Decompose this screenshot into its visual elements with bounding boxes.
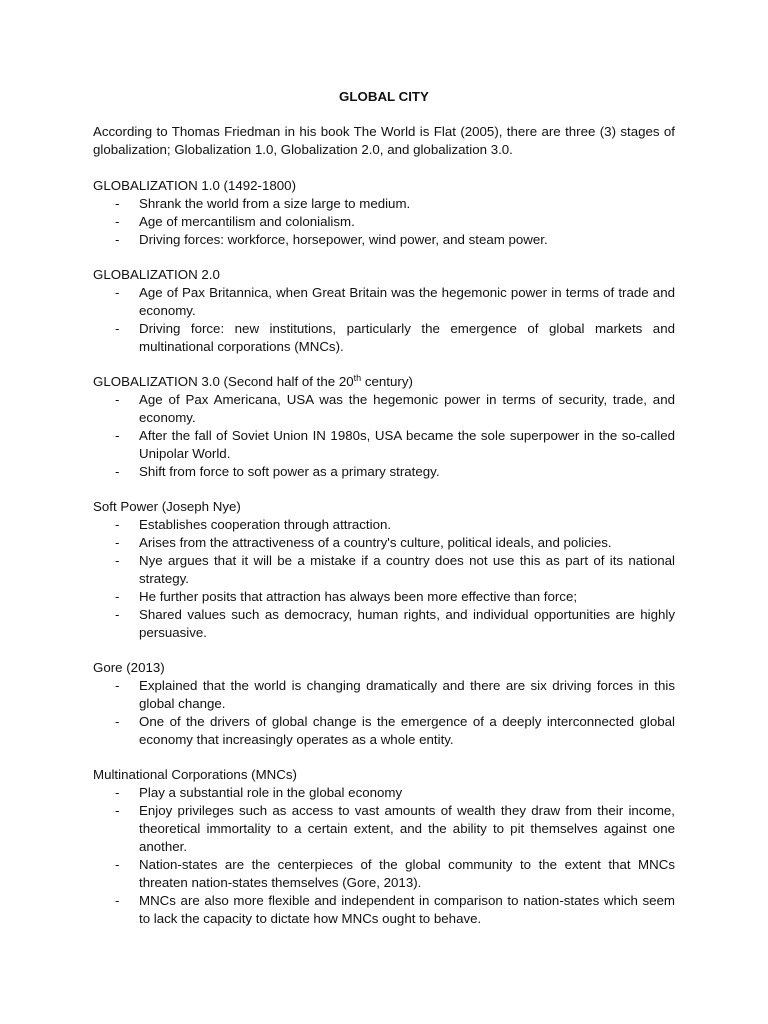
list-item xyxy=(93,284,675,320)
bullet-marker: - xyxy=(115,785,120,800)
list-item-text: Establishes cooperation through attraction. xyxy=(139,517,392,532)
section-heading xyxy=(93,373,675,391)
bullet-marker: - xyxy=(115,392,120,407)
list-item-text: Shared values such as democracy, human rights, and individual opportunities are highly persuasive. xyxy=(139,607,675,640)
list-item-text: Driving forces: workforce, horsepower, wind power, and steam power. xyxy=(139,232,548,247)
list-item-text: Nye argues that it will be a mistake if a country does not use this as part of its national strategy. xyxy=(139,553,675,586)
list-item-text: Enjoy privileges such as access to vast amounts of wealth they draw from their income, theoretical immortality to a certain extent, and the ability to pit themselves against one another. xyxy=(139,803,675,854)
bullet-list xyxy=(93,677,675,749)
list-item xyxy=(93,463,675,481)
list-item xyxy=(93,856,675,892)
section-globalization-3 xyxy=(93,373,675,481)
list-item xyxy=(93,713,675,749)
bullet-marker: - xyxy=(115,607,120,622)
bullet-marker: - xyxy=(115,232,120,247)
bullet-marker: - xyxy=(115,714,120,729)
bullet-list xyxy=(93,784,675,928)
list-item-text: Shrank the world from a size large to medium. xyxy=(139,196,411,211)
list-item-text: Age of Pax Americana, USA was the hegemonic power in terms of security, trade, and economy. xyxy=(139,392,675,425)
list-item xyxy=(93,391,675,427)
section-heading: Soft Power (Joseph Nye) xyxy=(93,499,241,514)
section-heading: GLOBALIZATION 1.0 (1492-1800) xyxy=(93,178,296,193)
list-item-text: Nation-states are the centerpieces of the global community to the extent that MNCs threaten nation-states themselves (Gore, 2013). xyxy=(139,857,675,890)
bullet-list xyxy=(93,391,675,481)
list-item-text: Shift from force to soft power as a primary strategy. xyxy=(139,464,440,479)
section-globalization-1 xyxy=(93,177,675,249)
list-item-text: Arises from the attractiveness of a country's culture, political ideals, and policies. xyxy=(139,535,612,550)
section-soft-power xyxy=(93,498,675,642)
section-gore xyxy=(93,659,675,749)
bullet-list xyxy=(93,516,675,642)
list-item xyxy=(93,588,675,606)
bullet-list xyxy=(93,284,675,356)
bullet-marker: - xyxy=(115,196,120,211)
list-item xyxy=(93,552,675,588)
bullet-marker: - xyxy=(115,535,120,550)
list-item xyxy=(93,213,675,231)
bullet-marker: - xyxy=(115,857,120,872)
document-title: GLOBAL CITY xyxy=(339,89,429,104)
list-item-text: MNCs are also more flexible and independent in comparison to nation-states which seem to lack the capacity to dictate how MNCs ought to behave. xyxy=(139,893,675,926)
bullet-marker: - xyxy=(115,893,120,908)
list-item xyxy=(93,784,675,802)
list-item-text: He further posits that attraction has always been more effective than force; xyxy=(139,589,578,604)
bullet-marker: - xyxy=(115,464,120,479)
bullet-marker: - xyxy=(115,553,120,568)
list-item xyxy=(93,677,675,713)
list-item-text: After the fall of Soviet Union IN 1980s, USA became the sole superpower in the so-called Unipolar World. xyxy=(139,428,675,461)
section-heading: GLOBALIZATION 2.0 xyxy=(93,267,220,282)
bullet-marker: - xyxy=(115,321,120,336)
bullet-marker: - xyxy=(115,517,120,532)
list-item xyxy=(93,892,675,928)
bullet-marker: - xyxy=(115,803,120,818)
list-item xyxy=(93,534,675,552)
bullet-marker: - xyxy=(115,589,120,604)
bullet-marker: - xyxy=(115,678,120,693)
bullet-list xyxy=(93,195,675,249)
list-item-text: One of the drivers of global change is the emergence of a deeply interconnected global economy that increasingly operates as a whole entity. xyxy=(139,714,675,747)
list-item xyxy=(93,606,675,642)
intro-paragraph: According to Thomas Friedman in his book The World is Flat (2005), there are three (3) stages of globalization; Globalization 1.0, Globalization 2.0, and globalization 3.0. xyxy=(93,124,675,157)
superscript: th xyxy=(353,373,362,383)
list-item xyxy=(93,231,675,249)
list-item xyxy=(93,320,675,356)
list-item xyxy=(93,802,675,856)
list-item-text: Explained that the world is changing dramatically and there are six driving forces in this global change. xyxy=(139,678,675,711)
section-globalization-2 xyxy=(93,266,675,356)
section-mncs xyxy=(93,766,675,928)
list-item-text: Age of Pax Britannica, when Great Britain was the hegemonic power in terms of trade and economy. xyxy=(139,285,675,318)
list-item xyxy=(93,195,675,213)
list-item-text: Age of mercantilism and colonialism. xyxy=(139,214,355,229)
list-item xyxy=(93,516,675,534)
bullet-marker: - xyxy=(115,214,120,229)
list-item-text: Driving force: new institutions, particularly the emergence of global markets and multinational corporations (MNCs). xyxy=(139,321,675,354)
list-item xyxy=(93,427,675,463)
bullet-marker: - xyxy=(115,428,120,443)
section-heading: Gore (2013) xyxy=(93,660,165,675)
section-heading-text: century) xyxy=(361,374,413,389)
list-item-text: Play a substantial role in the global economy xyxy=(139,785,403,800)
section-heading-text: GLOBALIZATION 3.0 (Second half of the 20 xyxy=(93,374,354,389)
section-heading: Multinational Corporations (MNCs) xyxy=(93,767,297,782)
bullet-marker: - xyxy=(115,285,120,300)
